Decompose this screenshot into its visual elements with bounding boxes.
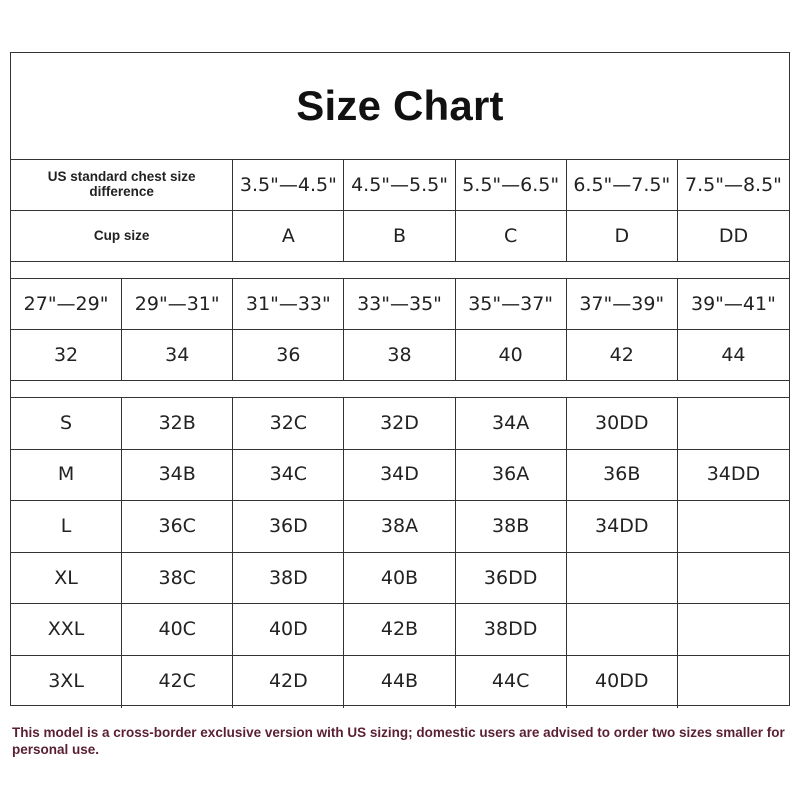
size-cell: 32D bbox=[344, 398, 455, 449]
size-label-cell: S bbox=[11, 398, 122, 449]
page-title: Size Chart bbox=[296, 82, 504, 129]
size-cell: 34D bbox=[344, 450, 455, 501]
size-label-cell: 3XL bbox=[11, 656, 122, 708]
size-cell: 40DD bbox=[567, 656, 678, 708]
size-cell bbox=[678, 604, 789, 655]
chest-diff-cell: 4.5"—5.5" bbox=[344, 160, 455, 210]
size-chart-table bbox=[10, 52, 790, 706]
cup-size-cell: D bbox=[567, 211, 678, 261]
size-cell: 32B bbox=[122, 398, 233, 449]
size-cell: 30DD bbox=[567, 398, 678, 449]
title-row bbox=[11, 53, 789, 160]
size-cell: 36A bbox=[456, 450, 567, 501]
size-cell: 40B bbox=[344, 553, 455, 604]
size-cell: 32C bbox=[233, 398, 344, 449]
size-label-cell: L bbox=[11, 501, 122, 552]
band-range-cell: 33"—35" bbox=[344, 279, 455, 329]
size-cell: 36C bbox=[122, 501, 233, 552]
table-row bbox=[11, 450, 789, 502]
size-cell: 40C bbox=[122, 604, 233, 655]
size-cell: 34C bbox=[233, 450, 344, 501]
size-cell: 36DD bbox=[456, 553, 567, 604]
size-cell: 36D bbox=[233, 501, 344, 552]
size-cell: 38D bbox=[233, 553, 344, 604]
size-cell bbox=[678, 398, 789, 449]
size-cell: 42B bbox=[344, 604, 455, 655]
size-cell: 36B bbox=[567, 450, 678, 501]
band-range-cell: 27"—29" bbox=[11, 279, 122, 329]
size-cell bbox=[567, 553, 678, 604]
size-cell: 42C bbox=[122, 656, 233, 708]
band-range-row bbox=[11, 279, 789, 330]
band-size-row bbox=[11, 330, 789, 381]
size-cell: 44C bbox=[456, 656, 567, 708]
chest-diff-cell: 5.5"—6.5" bbox=[456, 160, 567, 210]
table-row bbox=[11, 553, 789, 605]
band-range-cell: 29"—31" bbox=[122, 279, 233, 329]
cup-size-label: Cup size bbox=[11, 211, 233, 261]
size-cell: 38B bbox=[456, 501, 567, 552]
table-row bbox=[11, 604, 789, 656]
section-divider bbox=[11, 262, 789, 279]
band-size-cell: 44 bbox=[721, 343, 746, 366]
table-row bbox=[11, 501, 789, 553]
cup-size-cell: C bbox=[456, 211, 567, 261]
chest-diff-cell: 7.5"—8.5" bbox=[684, 173, 782, 196]
table-row bbox=[11, 656, 789, 708]
size-cell: 34DD bbox=[567, 501, 678, 552]
size-label-cell: M bbox=[11, 450, 122, 501]
size-cell: 38DD bbox=[456, 604, 567, 655]
cup-size-cell: DD bbox=[718, 224, 749, 247]
cup-size-cell: B bbox=[344, 211, 455, 261]
band-size-cell: 38 bbox=[344, 330, 455, 380]
size-cell: 42D bbox=[233, 656, 344, 708]
chest-diff-row bbox=[11, 160, 789, 211]
cup-size-row bbox=[11, 211, 789, 262]
band-size-cell: 42 bbox=[567, 330, 678, 380]
band-size-cell: 36 bbox=[233, 330, 344, 380]
size-label-cell: XXL bbox=[11, 604, 122, 655]
size-cell bbox=[567, 604, 678, 655]
band-range-cell: 39"—41" bbox=[690, 292, 776, 315]
size-cell: 44B bbox=[344, 656, 455, 708]
band-range-cell: 35"—37" bbox=[456, 279, 567, 329]
size-cell: 34B bbox=[122, 450, 233, 501]
cup-size-cell: A bbox=[233, 211, 344, 261]
band-range-cell: 37"—39" bbox=[567, 279, 678, 329]
band-size-cell: 34 bbox=[122, 330, 233, 380]
band-range-cell: 31"—33" bbox=[233, 279, 344, 329]
size-cell bbox=[678, 656, 789, 708]
sizing-note: This model is a cross-border exclusive version with US sizing; domestic users are advised to order two sizes smaller for personal use. bbox=[12, 725, 785, 757]
size-cell: 38C bbox=[122, 553, 233, 604]
table-row bbox=[11, 398, 789, 450]
band-size-cell: 40 bbox=[456, 330, 567, 380]
size-cell bbox=[678, 553, 789, 604]
chest-diff-cell: 3.5"—4.5" bbox=[233, 160, 344, 210]
section-divider bbox=[11, 381, 789, 398]
size-cell: 38A bbox=[344, 501, 455, 552]
size-cell: 40D bbox=[233, 604, 344, 655]
band-size-cell: 32 bbox=[11, 330, 122, 380]
size-cell: 34DD bbox=[706, 463, 761, 486]
size-label-cell: XL bbox=[11, 553, 122, 604]
size-cell bbox=[678, 501, 789, 552]
size-cell: 34A bbox=[456, 398, 567, 449]
chest-diff-cell: 6.5"—7.5" bbox=[567, 160, 678, 210]
chest-diff-label: US standard chest size difference bbox=[11, 160, 233, 210]
